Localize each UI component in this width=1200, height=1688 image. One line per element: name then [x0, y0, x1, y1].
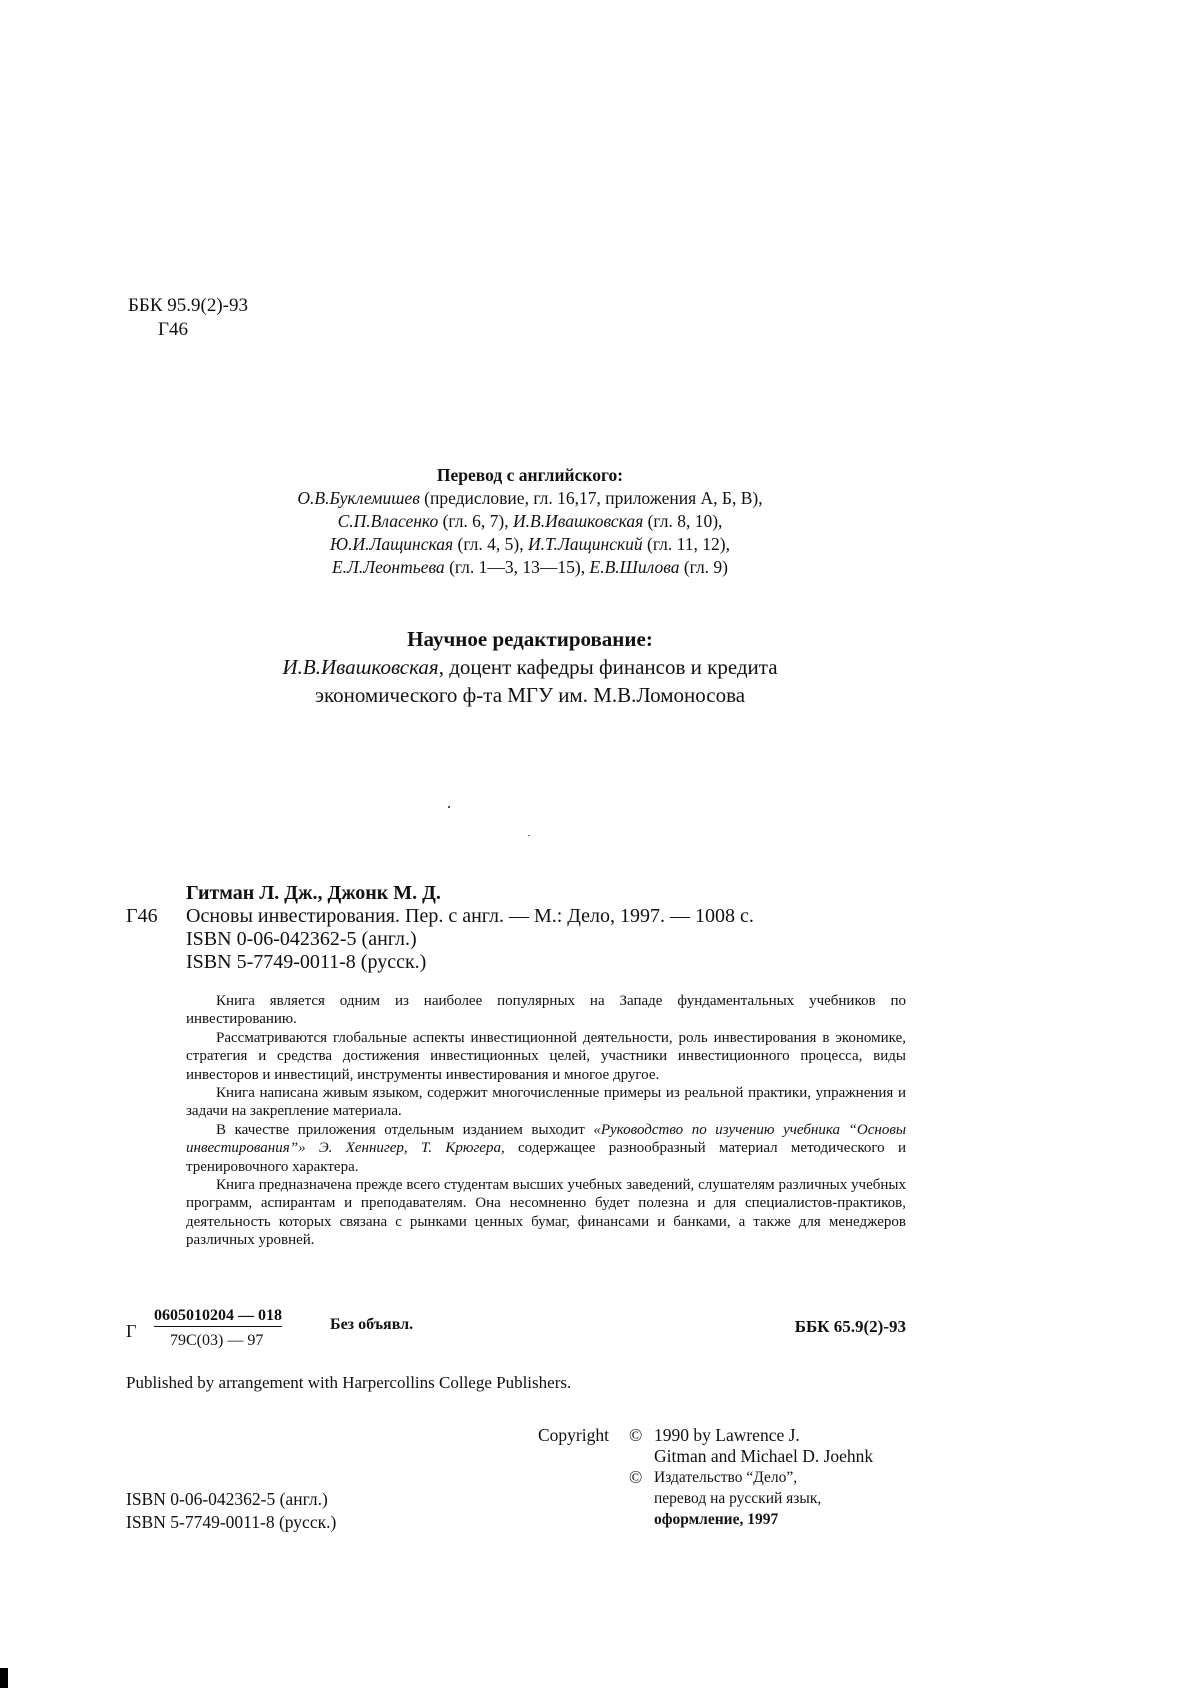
editor-line	[160, 681, 900, 709]
copyright-line: Издательство “Дело”,	[654, 1469, 798, 1486]
italic-name: И.В.Ивашковская	[513, 511, 644, 531]
italic-name: И.Т.Лащинский	[527, 534, 643, 554]
copyright-line: 1990 by Lawrence J.	[654, 1425, 800, 1445]
text-run: (гл. 11, 12),	[642, 534, 730, 554]
index-numerator: 0605010204 — 018	[154, 1307, 282, 1327]
translators-heading: Перевод с английского:	[436, 465, 624, 485]
copyright-line: оформление, 1997	[654, 1511, 779, 1528]
index-denominator: 79С(03) — 97	[170, 1332, 264, 1349]
copyright-symbol: ©	[629, 1425, 643, 1445]
scan-edge-mark	[0, 1668, 8, 1688]
translators-line	[180, 510, 880, 533]
card-isbn-russian: ISBN 5-7749-0011-8 (русск.)	[186, 951, 427, 973]
card-isbn-english: ISBN 0-06-042362-5 (англ.)	[186, 928, 417, 950]
translators-line	[180, 487, 880, 510]
copyright-line: перевод на русский язык,	[654, 1490, 822, 1507]
italic-name: Ю.И.Лащинская	[330, 534, 454, 554]
card-authors: Гитман Л. Дж., Джонк М. Д.	[186, 882, 441, 904]
text-run: экономического ф-та МГУ им. М.В.Ломоносова	[314, 683, 746, 707]
abstract-paragraph	[186, 1084, 906, 1121]
isbn-block	[126, 1488, 336, 1534]
isbn-russian: ISBN 5-7749-0011-8 (русск.)	[126, 1512, 337, 1532]
abstract-paragraph	[186, 992, 906, 1029]
italic-name: Е.Л.Леонтьева	[331, 557, 445, 577]
text-run: (гл. 8, 10),	[643, 511, 723, 531]
text-run: (гл. 1—3, 13—15),	[444, 557, 590, 577]
bbk-code: ББК 95.9(2)-93	[128, 295, 248, 316]
abstract-paragraph	[186, 1176, 906, 1250]
text-run: (предисловие, гл. 16,17, приложения А, Б, В),	[419, 488, 763, 508]
no-advert-note: Без объявл.	[330, 1316, 414, 1333]
author-mark: Г46	[158, 319, 188, 340]
catalog-index	[126, 1307, 906, 1363]
scan-speck	[448, 806, 450, 808]
abstract-paragraph	[186, 1029, 906, 1084]
catalog-card	[186, 882, 906, 974]
copyright-symbol: ©	[629, 1467, 643, 1487]
abstract-paragraph	[186, 1121, 906, 1176]
italic-name: С.П.Власенко	[337, 511, 439, 531]
text-run: Книга написана живым языком, содержит многочисленные примеры из реальной практики, упражнения и задачи на закрепление материала.	[186, 1085, 906, 1120]
card-author-mark: Г46	[126, 905, 158, 927]
translators-line	[180, 533, 880, 556]
italic-name: «Руководство по изучению учебника “Основы инвестирования”» Э. Хеннигер, Т. Крюгера,	[186, 1121, 906, 1157]
text-run: содержащее разнообразный материал методического и тренировочного характера.	[186, 1140, 907, 1175]
text-run: (гл. 9)	[679, 557, 729, 577]
bbk-header	[128, 294, 248, 342]
editing-heading: Научное редактирование:	[407, 627, 653, 651]
editor-line	[160, 653, 900, 681]
italic-name: Е.В.Шилова	[589, 557, 680, 577]
text-run: Книга предназначена прежде всего студентам высших учебных заведений, слушателям различных учебных программ, аспирантам и преподавателям. Она несомненно будет полезна и для специалистов-практиков, деятельность которых связана с рынками ценных бумаг, финансами и банками, а также для менеджеров различных уровней.	[186, 1177, 906, 1249]
translators-block	[180, 464, 880, 579]
text-run: (гл. 4, 5),	[453, 534, 528, 554]
text-run: Рассматриваются глобальные аспекты инвестиционной деятельности, роль инвестирования в экономике, стратегия и средства достижения инвестиционных целей, участники инвестиционного процесса, виды инвесторов и инвестиций, инструменты инвестирования и многое другое.	[186, 1029, 906, 1083]
index-letter: Г	[126, 1321, 137, 1341]
abstract	[186, 992, 906, 1250]
italic-name: О.В.Буклемишев	[297, 488, 420, 508]
text-run: , доцент кафедры финансов и кредита	[438, 655, 778, 679]
text-run: В качестве приложения отдельным изданием выходит	[216, 1121, 594, 1138]
scientific-editing-block	[160, 625, 900, 709]
isbn-english: ISBN 0-06-042362-5 (англ.)	[126, 1489, 328, 1509]
text-run: Книга является одним из наиболее популярных на Западе фундаментальных учебников по инвестированию.	[186, 993, 906, 1028]
copyright-line: Gitman and Michael D. Joehnk	[654, 1446, 874, 1466]
card-title: Основы инвестирования. Пер. с англ. — М.: Дело, 1997. — 1008 с.	[186, 905, 754, 927]
translators-line	[180, 556, 880, 579]
italic-name: И.В.Ивашковская	[282, 655, 439, 679]
index-bbk: ББК 65.9(2)-93	[794, 1317, 906, 1336]
copyright-label: Copyright	[538, 1425, 609, 1445]
text-run: (гл. 6, 7),	[438, 511, 514, 531]
publishing-arrangement: Published by arrangement with Harpercollins College Publishers.	[126, 1373, 572, 1392]
scan-speck	[528, 835, 530, 836]
